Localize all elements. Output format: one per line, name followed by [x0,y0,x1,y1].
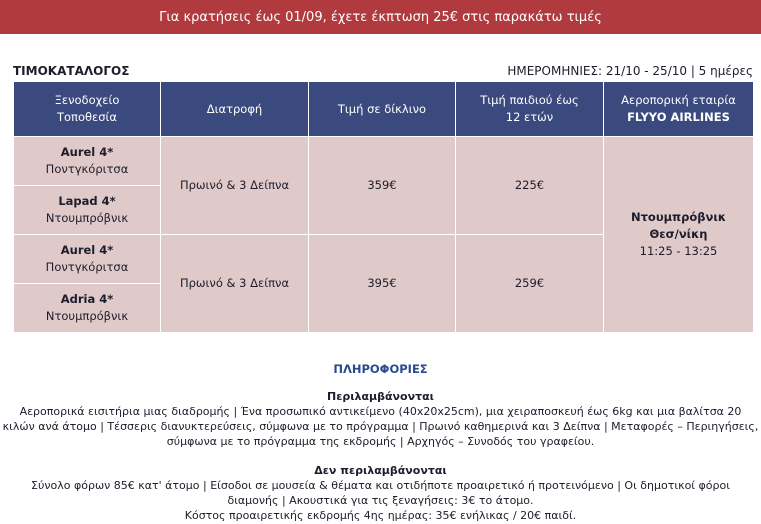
double-price: 359€ [367,178,397,192]
board-cell [161,137,309,235]
hotel-name: Adria 4* [60,292,114,306]
flight-cell [604,137,754,333]
board-cell [161,235,309,333]
col-hotel [14,82,161,137]
hotel-name: Lapad 4* [58,194,116,208]
excluded-line: Σύνολο φόρων 85€ κατ' άτομο | Είσοδοι σε μουσεία & θέματα και οτιδήποτε προαιρετικό ή προτεινόμενο | Οι δημοτικοί φόροι [31,479,730,492]
dates-label: ΗΜΕΡΟΜΗΝΙΕΣ: 21/10 - 25/10 | 5 ημέρες [507,64,753,78]
hotel-cell [14,284,161,333]
col-board-label: Διατροφή [206,101,263,116]
col-double-label: Τιμή σε δίκλινο [337,101,427,116]
double-price-cell [309,235,456,333]
col-airline-line2: FLYYO AIRLINES [627,110,730,124]
col-airline [604,82,754,137]
col-child [456,82,604,137]
price-table [13,81,754,333]
col-child-line2: 12 ετών [505,110,554,124]
col-double [309,82,456,137]
included-line: κιλών ανά άτομο | Τέσσερις διανυκτερεύσεις, σύμφωνα με το πρόγραμμα | Πρωινό καθημερινά και 3 Δείπνα | Μεταφορές – Περιηγήσεις, [2,420,759,433]
col-hotel-line1: Ξενοδοχείο [54,93,120,107]
double-price-cell [309,137,456,235]
hotel-location: Ντουμπρόβνικ [45,211,129,225]
flight-times: 11:25 - 13:25 [639,244,718,258]
col-hotel-line2: Τοποθεσία [56,110,118,124]
double-price: 395€ [367,276,397,290]
flight-to: Θεσ/νίκη [649,227,708,241]
child-price-cell [456,235,604,333]
hotel-location: Ποντγκόριτσα [45,260,129,274]
info-section [0,362,761,523]
hotel-name: Aurel 4* [60,243,114,257]
hotel-cell [14,186,161,235]
table-header-row [14,82,754,137]
excluded-line: Κόστος προαιρετικής εκδρομής 4ης ημέρας: 35€ ενήλικας / 20€ παιδί. [184,509,577,522]
included-line: σύμφωνα με το πρόγραμμα της εκδρομής | Αρχηγός – Συνοδός του γραφείου. [166,435,595,448]
col-child-line1: Τιμή παιδιού έως [480,93,579,107]
included-line: Αεροπορικά εισιτήρια μιας διαδρομής | Ένα προσωπικό αντικείμενο (40x20x25cm), μια χειραποσκευή έως 6kg και μια βαλίτσα 20 [19,405,742,418]
banner-text: Για κρατήσεις έως 01/09, έχετε έκπτωση 25€ στις παρακάτω τιμές [159,9,602,25]
hotel-cell [14,235,161,284]
child-price: 259€ [514,276,545,290]
info-title: ΠΛΗΡΟΦΟΡΙΕΣ [333,362,428,376]
col-board [161,82,309,137]
price-list-header [13,62,753,80]
child-price: 225€ [514,178,545,192]
hotel-name: Aurel 4* [60,145,114,159]
board-value: Πρωινό & 3 Δείπνα [179,178,290,192]
col-airline-line1: Αεροπορική εταιρία [621,93,736,107]
hotel-location: Ποντγκόριτσα [45,162,129,176]
board-value: Πρωινό & 3 Δείπνα [179,276,290,290]
table-row [14,137,754,186]
included-title: Περιλαμβάνονται [327,390,434,403]
hotel-cell [14,137,161,186]
hotel-location: Ντουμπρόβνικ [45,309,129,323]
discount-banner [0,0,761,34]
price-list-title: ΤΙΜΟΚΑΤΑΛΟΓΟΣ [13,64,130,78]
child-price-cell [456,137,604,235]
excluded-title: Δεν περιλαμβάνονται [314,464,447,477]
excluded-line: διαμονής | Ακουστικά για τις ξεναγήσεις: 3€ το άτομο. [227,494,534,507]
flight-from: Ντουμπρόβνικ [630,210,727,224]
